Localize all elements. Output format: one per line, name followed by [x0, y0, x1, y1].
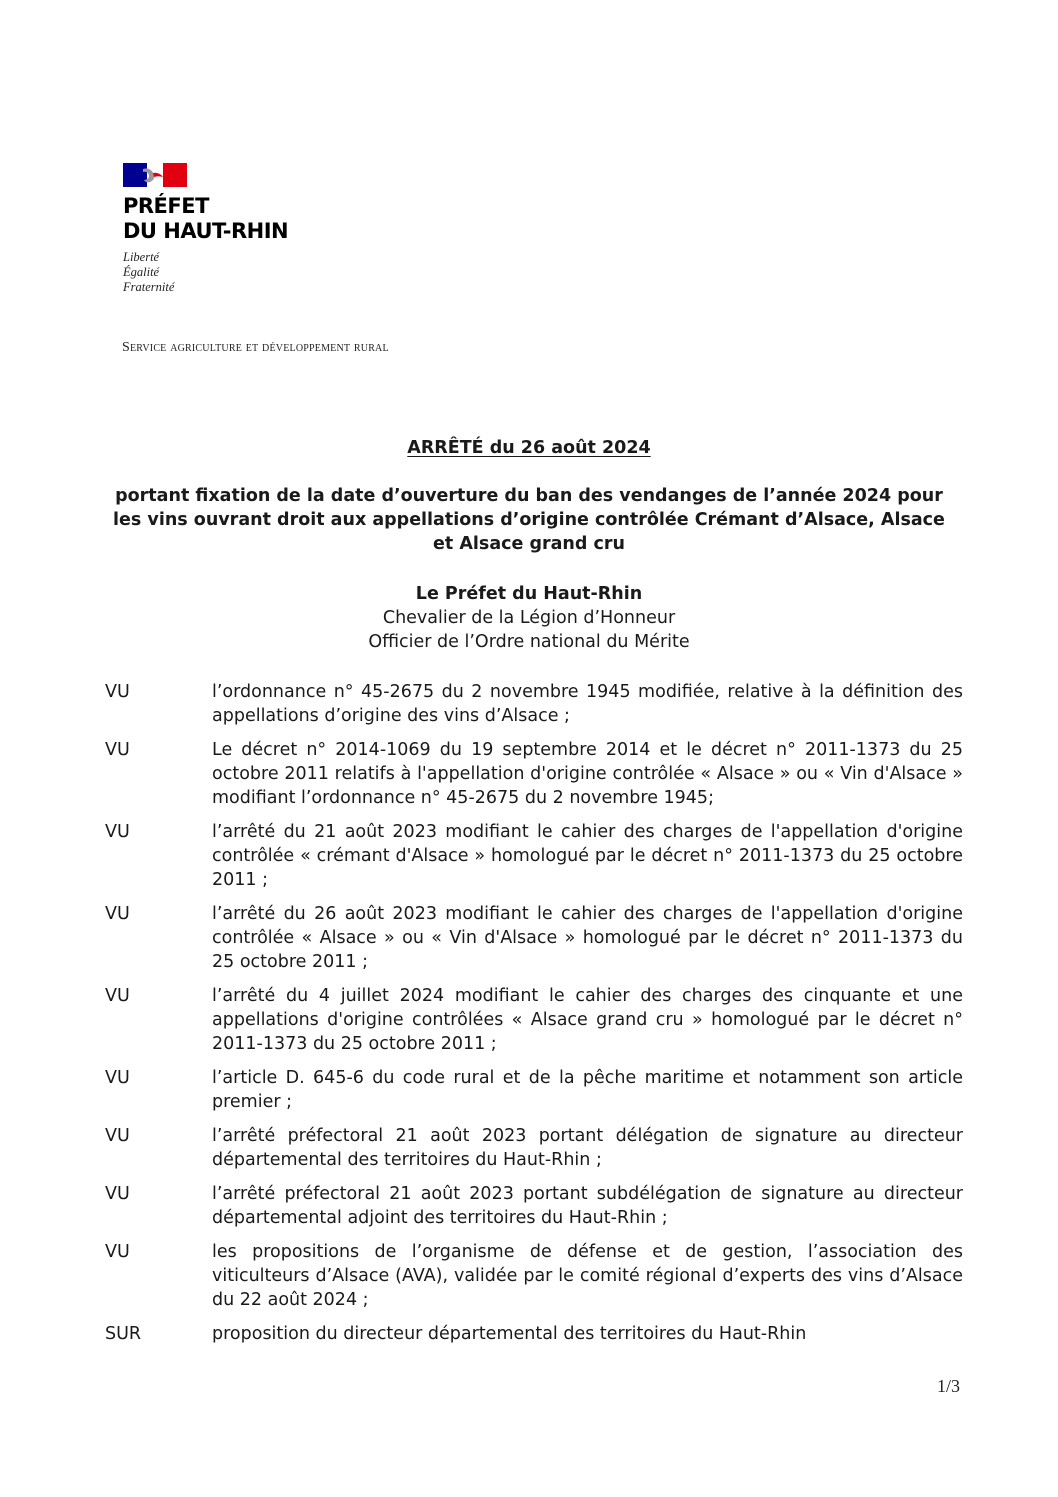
service-name: Service agriculture et développement rural — [122, 340, 389, 355]
consideration-text: l’arrêté du 21 août 2023 modifiant le cahier des charges de l'appellation d'origine contrôlée « crémant d'Alsace » homologué par le décret n° 2011-1373 du 25 octobre 2011 ; — [212, 822, 963, 890]
consideration-item — [105, 820, 963, 892]
motto-liberte: Liberté — [123, 250, 160, 264]
motto-fraternite: Fraternité — [123, 280, 175, 294]
consideration-key: VU — [105, 904, 130, 924]
logo-line-1: PRÉFET — [123, 194, 209, 218]
consideration-key: VU — [105, 1184, 130, 1204]
consideration-item — [105, 1182, 963, 1230]
prefet-block — [100, 582, 958, 654]
consideration-item — [105, 902, 963, 974]
consideration-item — [105, 1066, 963, 1114]
consideration-key: VU — [105, 986, 130, 1006]
consideration-text: l’arrêté du 4 juillet 2024 modifiant le cahier des charges des cinquante et une appellations d'origine contrôlées « Alsace grand cru » homologué par le décret n° 2011-1373 du 25 octobre 2011 ; — [212, 986, 963, 1054]
consideration-text: les propositions de l’organisme de défense et de gestion, l’association des viticulteurs d’Alsace (AVA), validée par le comité régional d’experts des vins d’Alsace du 22 août 2024 ; — [212, 1242, 963, 1310]
consideration-text: l’ordonnance n° 45-2675 du 2 novembre 1945 modifiée, relative à la définition des appellations d’origine des vins d’Alsace ; — [212, 682, 963, 726]
consideration-text: Le décret n° 2014-1069 du 19 septembre 2014 et le décret n° 2011-1373 du 25 octobre 2011 relatifs à l'appellation d'origine contrôlée « Alsace » ou « Vin d'Alsace » modifiant l’ordonnance n° 45-2675 du 2 novembre 1945; — [212, 740, 963, 808]
republic-motto — [123, 250, 288, 295]
arrete-title: ARRÊTÉ du 26 août 2024 — [407, 438, 651, 458]
consideration-text: l’article D. 645-6 du code rural et de la pêche maritime et notamment son article premier ; — [212, 1068, 963, 1112]
consideration-text: l’arrêté préfectoral 21 août 2023 portant subdélégation de signature au directeur départemental adjoint des territoires du Haut-Rhin ; — [212, 1184, 963, 1228]
consideration-item — [105, 680, 963, 728]
consideration-key: SUR — [105, 1324, 142, 1344]
motto-egalite: Égalité — [123, 265, 160, 279]
consideration-key: VU — [105, 1242, 130, 1262]
logo-line-2: DU HAUT-RHIN — [123, 219, 289, 243]
consideration-key: VU — [105, 682, 130, 702]
consideration-key: VU — [105, 822, 130, 842]
consideration-text: proposition du directeur départemental des territoires du Haut-Rhin — [212, 1324, 807, 1344]
prefecture-logo — [123, 163, 288, 295]
consideration-item — [105, 984, 963, 1056]
consideration-text: l’arrêté du 26 août 2023 modifiant le cahier des charges de l'appellation d'origine contrôlée « Alsace » ou « Vin d'Alsace » homologué par le décret n° 2011-1373 du 25 octobre 2011 ; — [212, 904, 963, 972]
page-number: 1/3 — [936, 1376, 960, 1396]
consideration-text: l’arrêté préfectoral 21 août 2023 portant délégation de signature au directeur départemental des territoires du Haut-Rhin ; — [212, 1126, 963, 1170]
consideration-item — [105, 1240, 963, 1312]
consideration-key: VU — [105, 1068, 130, 1088]
considerations-list — [105, 680, 963, 1356]
consideration-item — [105, 738, 963, 810]
consideration-key: VU — [105, 740, 130, 760]
prefet-title-2: Officier de l’Ordre national du Mérite — [368, 632, 690, 652]
consideration-key: VU — [105, 1126, 130, 1146]
prefet-title-1: Chevalier de la Légion d’Honneur — [382, 608, 676, 628]
consideration-item — [105, 1322, 963, 1346]
arrete-subtitle: portant fixation de la date d’ouverture du ban des vendanges de l’année 2024 pour les vins ouvrant droit aux appellations d’origine contrôlée Crémant d’Alsace, Alsace et Alsace grand cru — [113, 486, 945, 554]
prefet-name: Le Préfet du Haut-Rhin — [415, 584, 643, 604]
marianne-flag-icon — [123, 163, 187, 187]
consideration-item — [105, 1124, 963, 1172]
